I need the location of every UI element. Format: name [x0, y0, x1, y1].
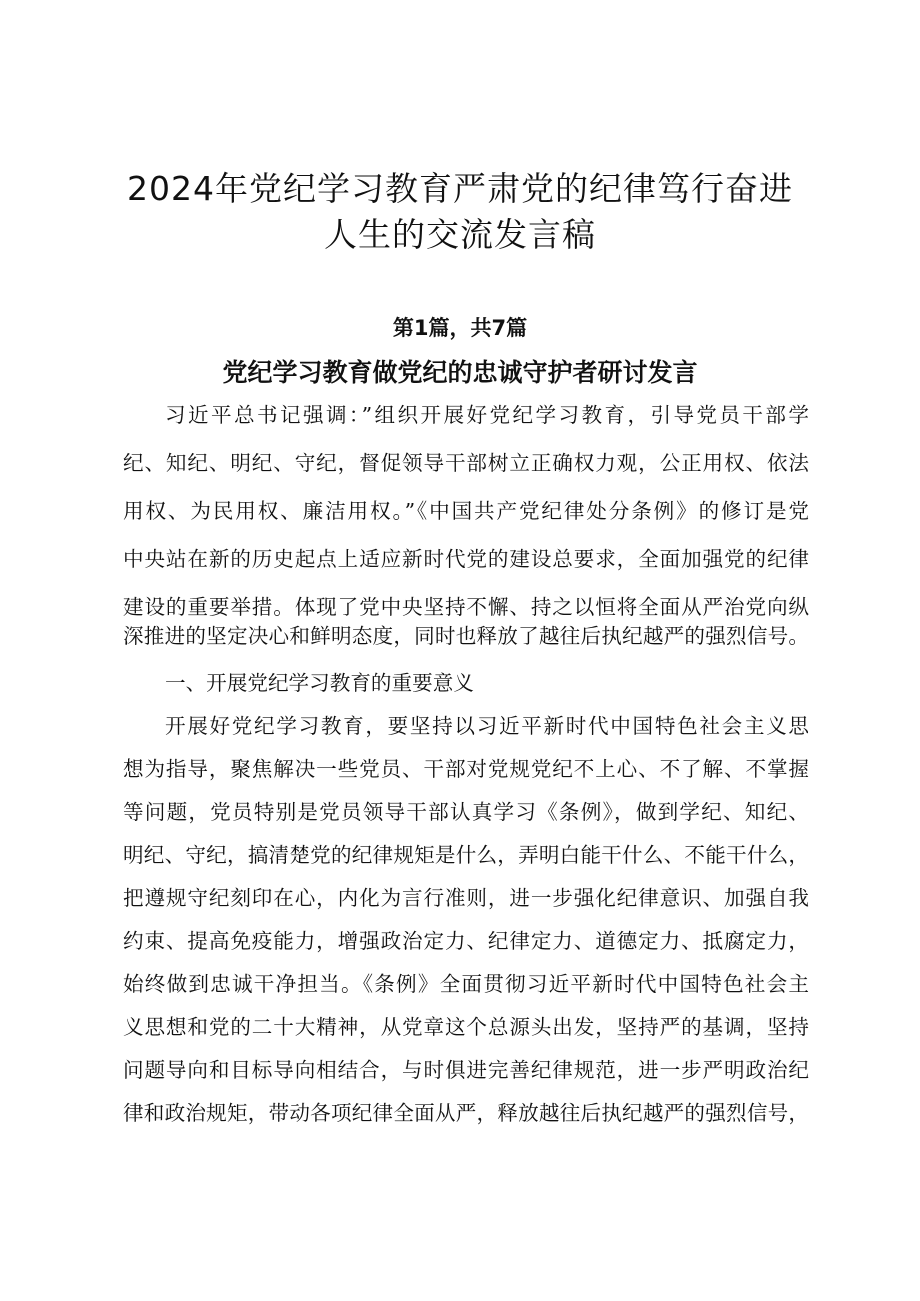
document-title-line-1: 2024年党纪学习教育严肃党的纪律笃行奋进 — [127, 169, 793, 208]
paragraph-2-line: 想为指导，聚焦解决一些党员、干部对党规党纪不上心、不了解、不掌握 — [123, 757, 809, 781]
paragraph-2-line: 等问题，党员特别是党员领导干部认真学习《条例》，做到学纪、知纪、 — [123, 800, 809, 824]
document-title-line-2: 人生的交流发言稿 — [324, 215, 596, 254]
article-title: 党纪学习教育做党纪的忠诚守护者研讨发言 — [222, 358, 698, 387]
paragraph-2-line: 义思想和党的二十大精神，从党章这个总源头出发，坚持严的基调，坚持 — [123, 1015, 809, 1039]
paragraph-2-line: 律和政治规矩，带动各项纪律全面从严，释放越往后执纪越严的强烈信号， — [123, 1101, 809, 1125]
section-heading: 一、开展党纪学习教育的重要意义 — [165, 671, 474, 695]
paragraph-1-line: 中央站在新的历史起点上适应新时代党的建设总要求，全面加强党的纪律 — [123, 547, 809, 571]
paragraph-2-line: 开展好党纪学习教育，要坚持以习近平新时代中国特色社会主义思 — [165, 714, 809, 738]
paragraph-1-line: 深推进的坚定决心和鲜明态度，同时也释放了越往后执纪越严的强烈信号。 — [123, 624, 809, 648]
paragraph-1-line: 建设的重要举措。体现了党中央坚持不懈、持之以恒将全面从严治党向纵 — [123, 595, 809, 619]
paragraph-1-line: 用权、为民用权、廉洁用权。”《中国共产党纪律处分条例》的修订是党 — [123, 499, 809, 523]
paragraph-2-line: 明纪、守纪，搞清楚党的纪律规矩是什么，弄明白能干什么、不能干什么， — [123, 843, 809, 867]
paragraph-2-line: 把遵规守纪刻印在心，内化为言行准则，进一步强化纪律意识、加强自我 — [123, 886, 809, 910]
paragraph-2-line: 始终做到忠诚干净担当。《条例》全面贯彻习近平新时代中国特色社会主 — [123, 972, 809, 996]
paragraph-1-line: 习近平总书记强调：”组织开展好党纪学习教育，引导党员干部学 — [165, 403, 809, 427]
paragraph-1-line: 纪、知纪、明纪、守纪，督促领导干部树立正确权力观，公正用权、依法 — [123, 451, 809, 475]
part-indicator: 第1篇，共7篇 — [392, 316, 528, 340]
paragraph-2-line: 问题导向和目标导向相结合，与时俱进完善纪律规范，进一步严明政治纪 — [123, 1058, 809, 1082]
paragraph-2-line: 约束、提高免疫能力，增强政治定力、纪律定力、道德定力、抵腐定力， — [123, 929, 809, 953]
